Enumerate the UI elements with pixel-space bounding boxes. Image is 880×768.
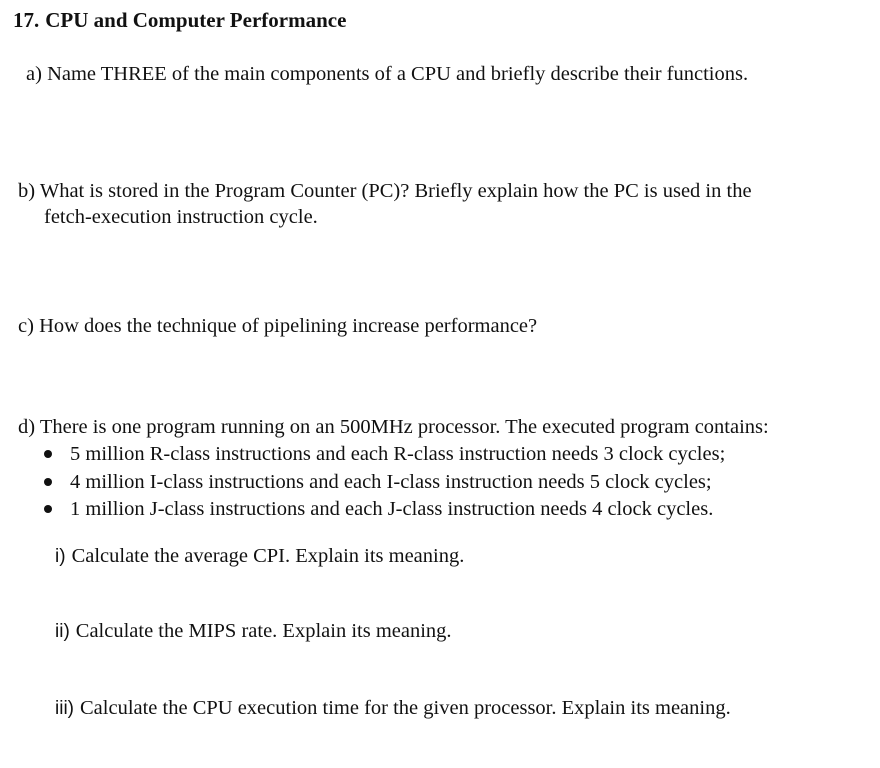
question-b-text-line2: fetch-execution instruction cycle. bbox=[44, 206, 318, 228]
subquestion-i bbox=[55, 546, 464, 567]
question-a bbox=[26, 64, 748, 85]
question-a-text: Name THREE of the main components of a CPU and briefly describe their functions. bbox=[47, 63, 749, 85]
bullet-text: 4 million I-class instructions and each I-class instruction needs 5 clock cycles; bbox=[70, 470, 712, 493]
subquestion-ii-text: Calculate the MIPS rate. Explain its meaning. bbox=[75, 620, 452, 642]
section-heading bbox=[13, 10, 346, 31]
subquestion-i-label: i) bbox=[55, 546, 66, 567]
question-b-text-line1: What is stored in the Program Counter (PC)? Briefly explain how the PC is used in the bbox=[39, 180, 752, 202]
subquestion-iii-label: iii) bbox=[55, 698, 74, 719]
question-c-text: How does the technique of pipelining increase performance? bbox=[39, 315, 538, 337]
bullet-icon bbox=[44, 505, 52, 513]
bullet-text: 1 million J-class instructions and each J-class instruction needs 4 clock cycles. bbox=[70, 498, 714, 520]
question-b bbox=[18, 181, 752, 202]
bullet-icon bbox=[44, 450, 52, 458]
subquestion-iii bbox=[55, 698, 731, 719]
list-item bbox=[44, 499, 725, 527]
section-number: 17. bbox=[13, 8, 40, 32]
subquestion-i-text: Calculate the average CPI. Explain its meaning. bbox=[71, 545, 465, 567]
subquestion-ii bbox=[55, 621, 452, 642]
question-b-continuation bbox=[44, 207, 318, 228]
bullet-text: 5 million R-class instructions and each R-class instruction needs 3 clock cycles; bbox=[70, 443, 726, 465]
list-item bbox=[44, 444, 725, 472]
bullet-icon bbox=[44, 478, 52, 486]
question-a-label: a) bbox=[26, 63, 42, 85]
subquestion-ii-label: ii) bbox=[55, 621, 70, 642]
question-d-label: d) bbox=[18, 416, 36, 438]
question-c bbox=[18, 316, 537, 337]
section-title: CPU and Computer Performance bbox=[45, 8, 347, 32]
question-d bbox=[18, 417, 769, 438]
question-c-label: c) bbox=[18, 315, 34, 337]
instruction-class-list bbox=[44, 444, 725, 527]
question-b-label: b) bbox=[18, 180, 36, 202]
list-item bbox=[44, 472, 725, 500]
subquestion-iii-text: Calculate the CPU execution time for the given processor. Explain its meaning. bbox=[80, 697, 731, 719]
question-d-text: There is one program running on an 500MHz processor. The executed program contains: bbox=[39, 416, 769, 438]
